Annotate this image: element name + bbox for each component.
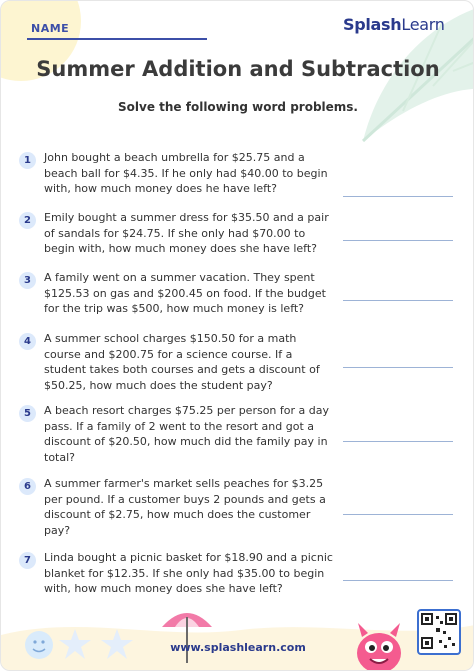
question-number-badge: 2: [19, 212, 36, 229]
question-text: John bought a beach umbrella for $25.75 and a beach ball for $4.35. If he only had $40.00 to begin with, how much money does he have left?: [44, 151, 328, 195]
answer-line[interactable]: [343, 240, 453, 241]
answer-line[interactable]: [343, 300, 453, 301]
answer-line[interactable]: [343, 514, 453, 515]
answer-line[interactable]: [343, 441, 453, 442]
question-text: Linda bought a picnic basket for $18.90 and a picnic blanket for $12.35. If she only had $35.00 to begin with, how much money does she have left?: [44, 551, 333, 595]
question-number-badge: 4: [19, 333, 36, 350]
answer-line[interactable]: [343, 367, 453, 368]
question-text: Emily bought a summer dress for $35.50 and a pair of sandals for $24.75. If she only had $70.00 to begin with, how much money does she have left?: [44, 211, 329, 255]
name-label: NAME: [31, 22, 70, 35]
brand-splash: Splash: [343, 15, 402, 34]
question-text: A family went on a summer vacation. They spent $125.53 on gas and $200.45 on food. If the budget for the trip was $500, how much money is left?: [44, 271, 326, 315]
question-number-badge: 7: [19, 552, 36, 569]
question-text: A beach resort charges $75.25 per person for a day pass. If a family of 2 went to the resort and got a discount of $20.50, how much did the family pay in total?: [44, 404, 329, 464]
beach-umbrella-icon: [158, 605, 216, 665]
answer-line[interactable]: [343, 196, 453, 197]
question-number-badge: 1: [19, 152, 36, 169]
question-number-badge: 3: [19, 272, 36, 289]
brand-learn: Learn: [401, 15, 445, 34]
question-number-badge: 6: [19, 478, 36, 495]
brand-logo: [343, 15, 445, 34]
instructions: Solve the following word problems.: [118, 100, 358, 114]
question-text: A summer school charges $150.50 for a math course and $200.75 for a science course. If a student takes both courses and gets a discount of $50.25, how much does the student pay?: [44, 332, 320, 392]
page-title: Summer Addition and Subtraction: [36, 57, 440, 81]
answer-line[interactable]: [343, 580, 453, 581]
question-number-badge: 5: [19, 405, 36, 422]
footer-url[interactable]: www.splashlearn.com: [170, 641, 306, 654]
question-text: A summer farmer's market sells peaches for $3.25 per pound. If a customer buys 2 pounds and gets a discount of $2.75, how much does the customer pay?: [44, 477, 326, 537]
name-input-line[interactable]: [27, 38, 207, 40]
